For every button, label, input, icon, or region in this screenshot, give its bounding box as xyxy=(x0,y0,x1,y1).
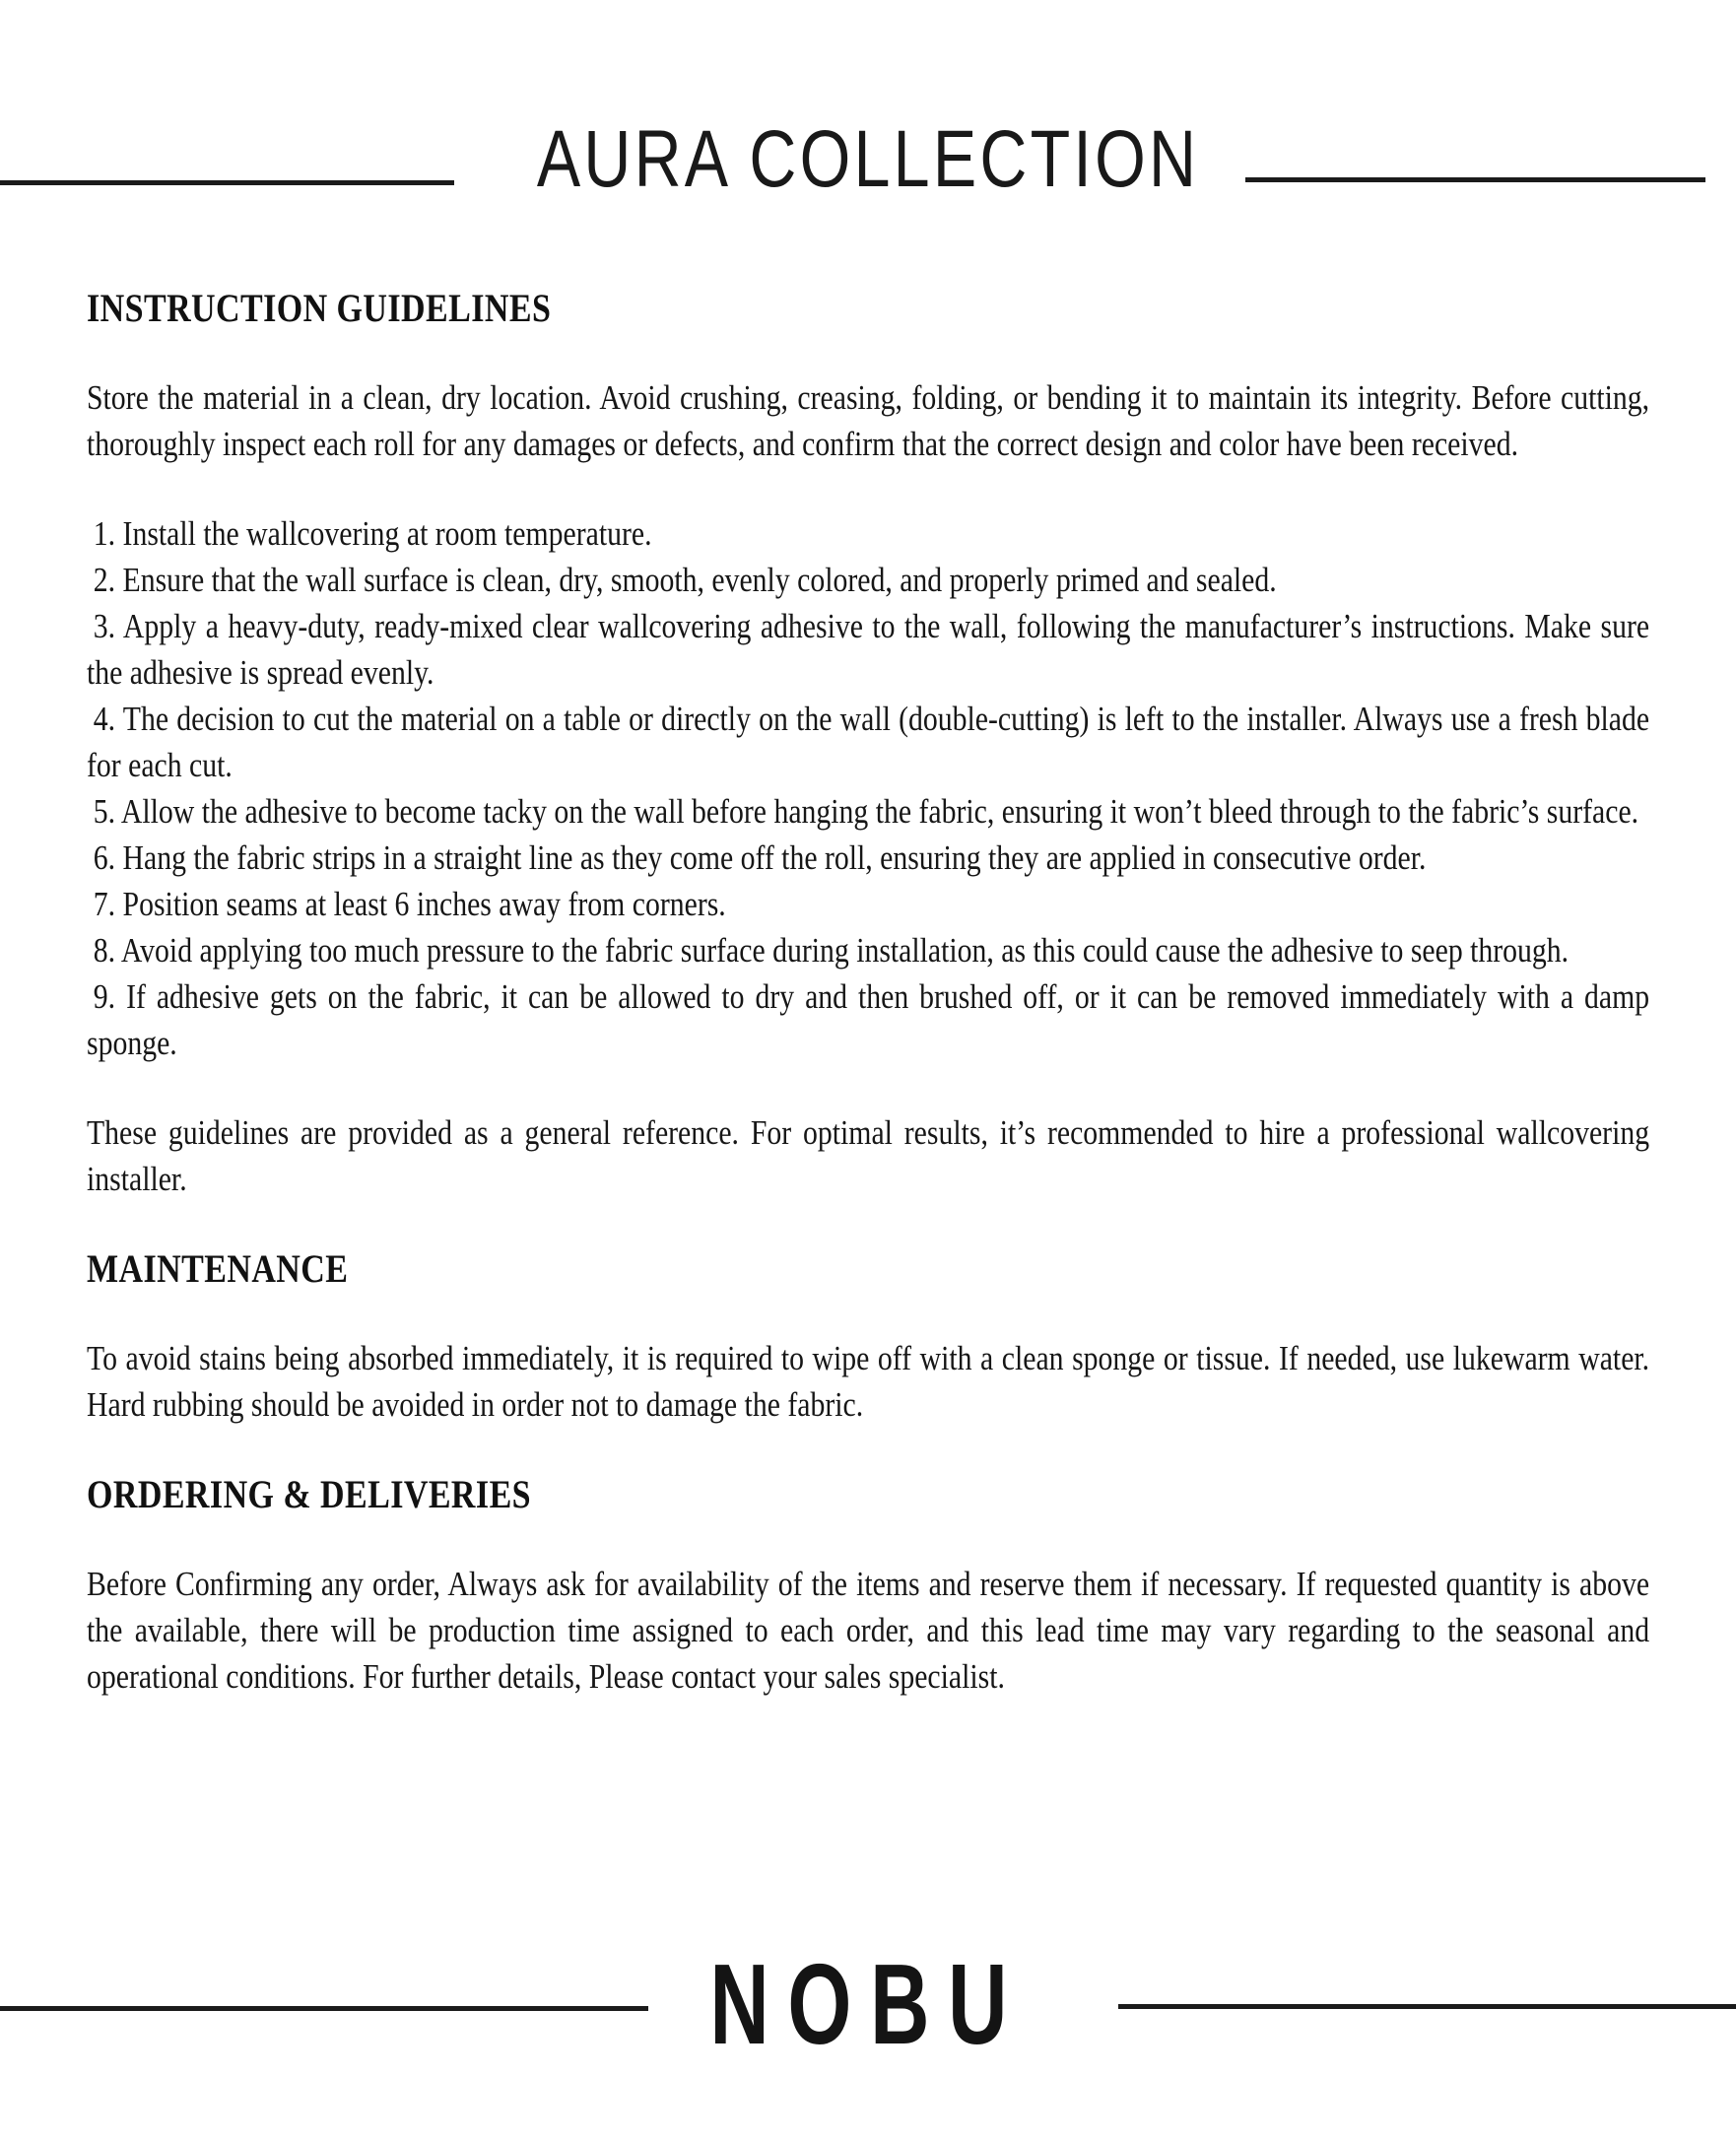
instruction-step-1: 1. Install the wallcovering at room temperature. xyxy=(93,514,652,553)
instruction-intro-paragraph: Store the material in a clean, dry location. Avoid crushing, creasing, folding, or bending it to maintain its integrity. Before cutting, thoroughly inspect each roll for any damages or defects, and confirm that the correct design and color have been received. xyxy=(87,378,1650,463)
collection-title: AURA COLLECTION xyxy=(536,114,1200,204)
page-footer xyxy=(0,1926,1736,2094)
section-heading-ordering-deliveries: ORDERING & DELIVERIES xyxy=(87,1472,532,1516)
instruction-step-5: 5. Allow the adhesive to become tacky on the wall before hanging the fabric, ensuring it won’t bleed through to the fabric’s surface. xyxy=(93,792,1639,831)
instruction-steps-list xyxy=(87,510,1649,1066)
header-rule-left xyxy=(0,180,454,185)
instruction-step-9: 9. If adhesive gets on the fabric, it can be allowed to dry and then brushed off, or it can be removed immediately with a damp sponge. xyxy=(87,977,1650,1062)
brand-logo: NOBU xyxy=(709,1940,1027,2068)
instruction-step-3: 3. Apply a heavy-duty, ready-mixed clear wallcovering adhesive to the wall, following the manufacturer’s instructions. Make sure the adhesive is spread evenly. xyxy=(87,607,1650,692)
instruction-step-8: 8. Avoid applying too much pressure to the fabric surface during installation, as this could cause the adhesive to seep through. xyxy=(93,931,1569,970)
instruction-step-6: 6. Hang the fabric strips in a straight line as they come off the roll, ensuring they are applied in consecutive order. xyxy=(93,838,1427,877)
text-column xyxy=(87,285,1664,1700)
page-header xyxy=(0,0,1736,256)
instruction-step-2: 2. Ensure that the wall surface is clean, dry, smooth, evenly colored, and properly primed and sealed. xyxy=(93,561,1277,599)
instruction-note-paragraph: These guidelines are provided as a general reference. For optimal results, it’s recommended to hire a professional wallcovering installer. xyxy=(87,1113,1650,1198)
maintenance-paragraph: To avoid stains being absorbed immediately, it is required to wipe off with a clean sponge or tissue. If needed, use lukewarm water. Hard rubbing should be avoided in order not to damage the fabric. xyxy=(87,1339,1664,1424)
title-row xyxy=(0,0,1736,204)
instruction-step-7: 7. Position seams at least 6 inches away from corners. xyxy=(93,885,726,923)
ordering-paragraph: Before Confirming any order, Always ask for availability of the items and reserve them if necessary. If requested quantity is above the available, there will be production time assigned to each order, and this lead time may vary regarding to the seasonal and operational conditions. For further details, Please contact your sales specialist. xyxy=(87,1565,1650,1696)
document-body xyxy=(87,285,1736,1700)
section-heading-maintenance: MAINTENANCE xyxy=(87,1246,349,1291)
instruction-step-4: 4. The decision to cut the material on a table or directly on the wall (double-cutting) is left to the installer. Always use a fresh blade for each cut. xyxy=(87,700,1650,784)
header-rule-right xyxy=(1245,177,1705,182)
section-heading-instruction-guidelines: INSTRUCTION GUIDELINES xyxy=(87,286,552,330)
brand-row xyxy=(0,1926,1736,2068)
footer-rule-right xyxy=(1118,2004,1736,2009)
